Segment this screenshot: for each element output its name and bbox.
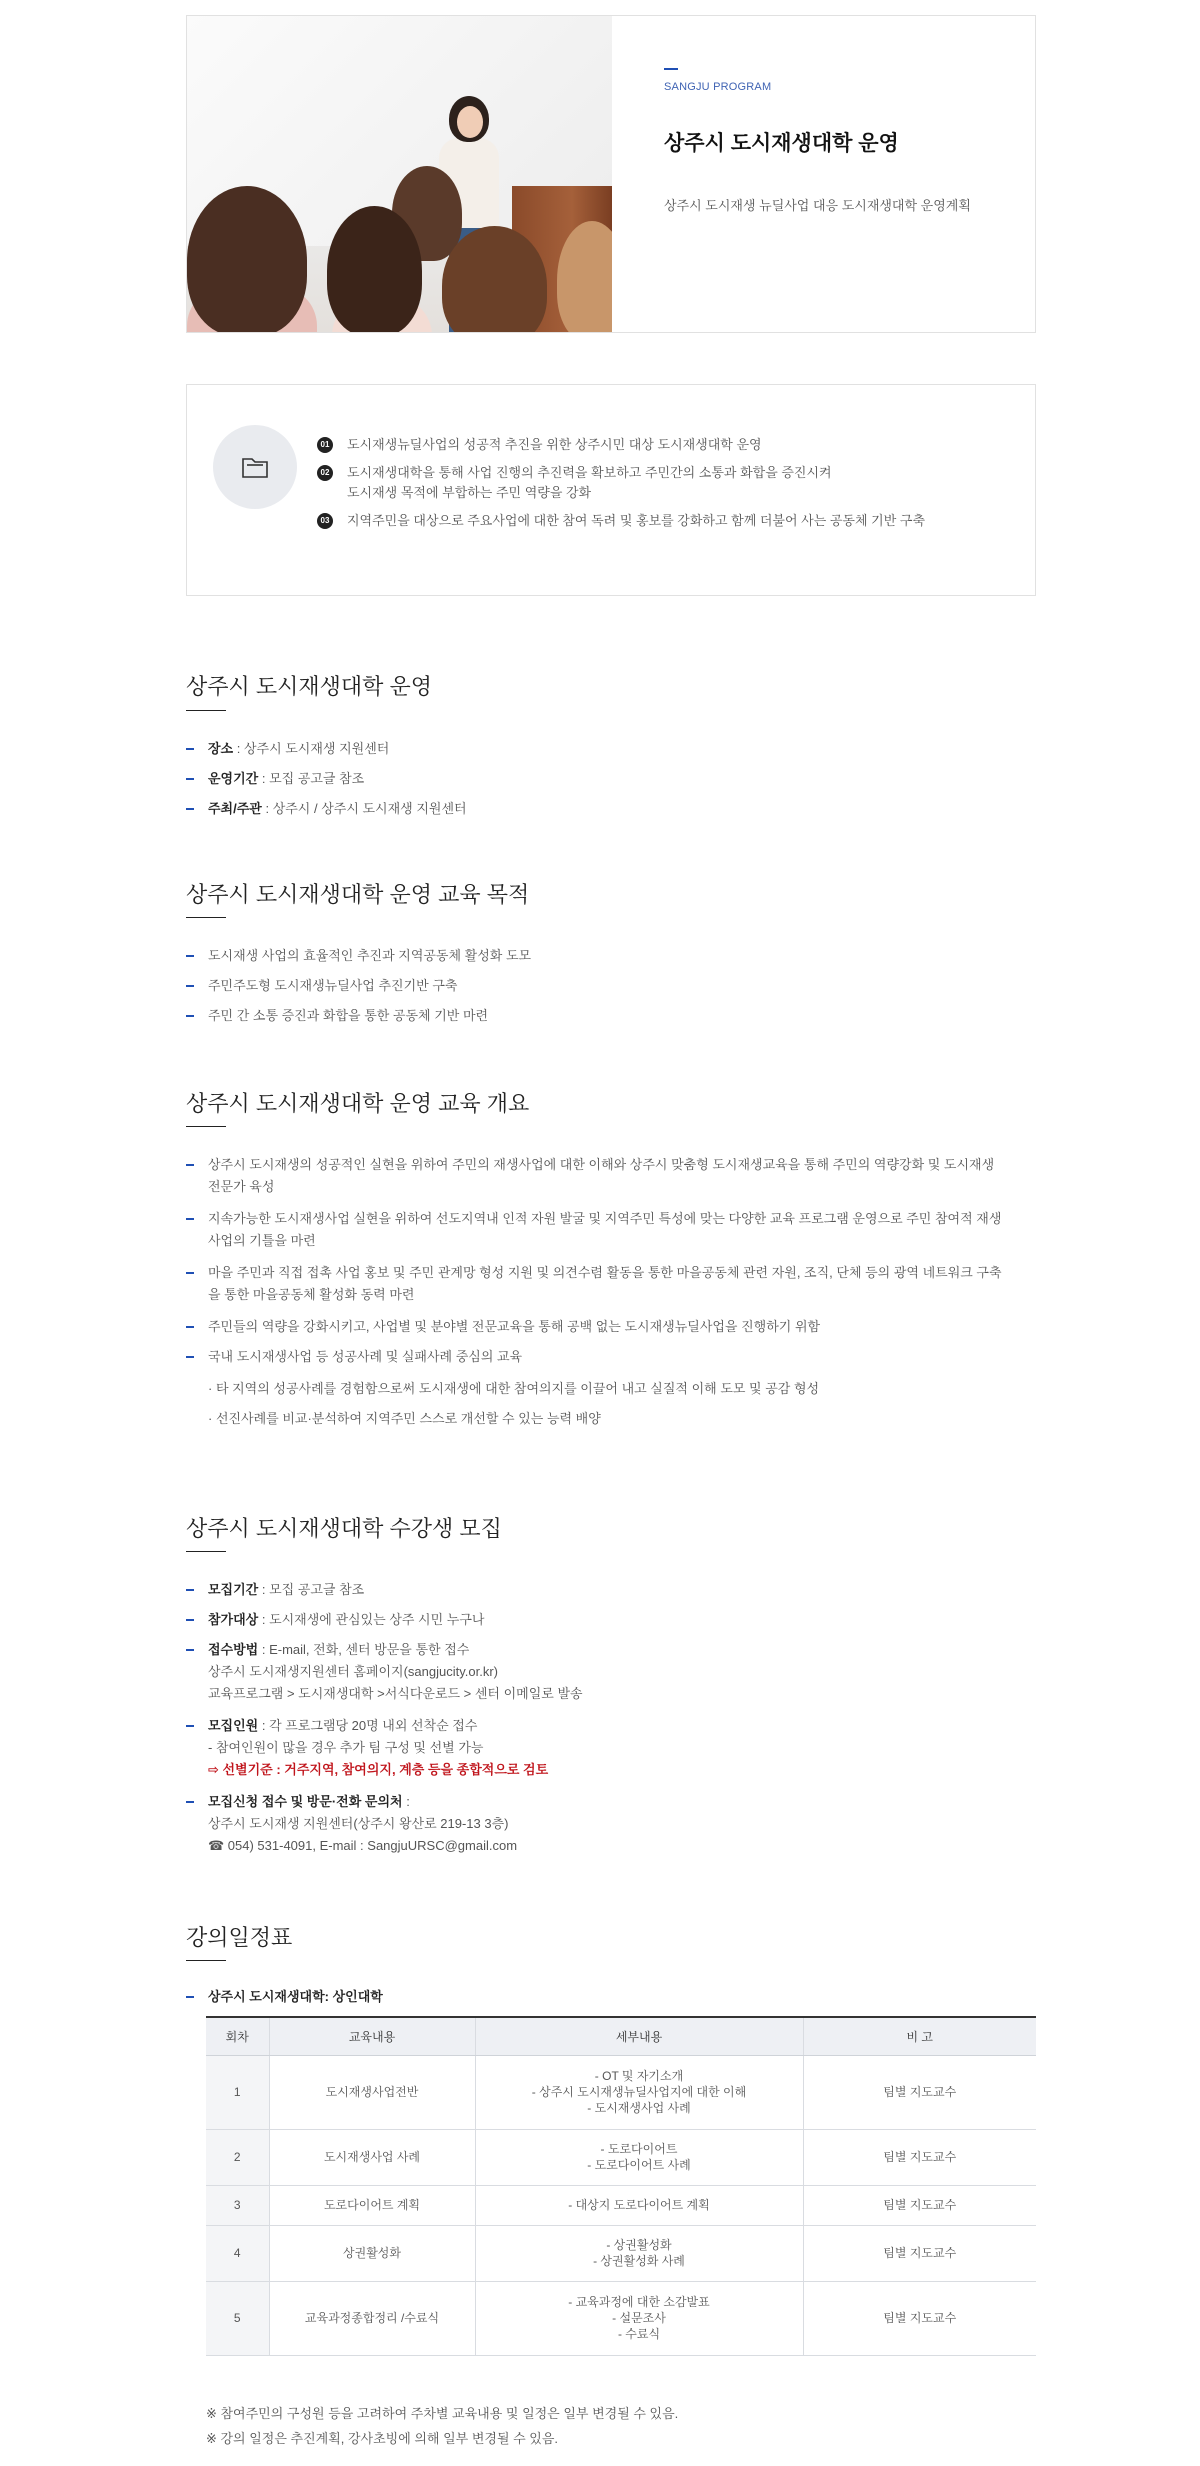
- goal-item: 01 도시재생뉴딜사업의 성공적 추진을 위한 상주시민 대상 도시재생대학 운영: [317, 435, 762, 455]
- title-underline: [186, 710, 226, 711]
- list-item: 운영기간 : 모집 공고글 참조: [186, 768, 1036, 790]
- accent-bar: [664, 68, 678, 70]
- list-item: 참가대상 : 도시재생에 관심있는 상주 시민 누구나: [186, 1609, 1036, 1631]
- sub-list-item: · 타 지역의 성공사례를 경험함으로써 도시재생에 대한 참여의지를 이끌어 내고 실질적 이해 도모 및 공감 형성: [208, 1381, 820, 1396]
- table-header-row: [206, 2017, 1036, 2055]
- table-row: 3 도로다이어트 계획 - 대상지 도로다이어트 계획 팀별 지도교수: [206, 2185, 1036, 2225]
- goal-item: 03 지역주민을 대상으로 주요사업에 대한 참여 독려 및 홍보를 강화하고 함께 더불어 사는 공동체 기반 구축: [317, 511, 925, 531]
- hero-text: [612, 16, 1035, 332]
- hero-banner: [186, 15, 1036, 333]
- hero-eyebrow: SANGJU PROGRAM: [664, 81, 772, 93]
- sub-list-item: · 선진사례를 비교·분석하여 지역주민 스스로 개선할 수 있는 능력 배양: [208, 1411, 601, 1426]
- title-underline: [186, 917, 226, 918]
- hero-title: 상주시 도시재생대학 운영: [664, 132, 899, 155]
- list-item: 주민주도형 도시재생뉴딜사업 추진기반 구축: [186, 975, 1036, 997]
- list-item: 주민 간 소통 증진과 화합을 통한 공동체 기반 마련: [186, 1005, 1036, 1027]
- goals-box: [186, 384, 1036, 596]
- list-item: 마을 주민과 직접 접촉 사업 홍보 및 주민 관계망 형성 지원 및 의견수렴 활동을 통한 마을공동체 관련 자원, 조직, 단체 등의 광역 네트워크 구축 을 통한 마을공동체 활성화 동력 마련: [186, 1262, 1036, 1306]
- list-item: 지속가능한 도시재생사업 실현을 위하여 선도지역내 인적 자원 발굴 및 지역주민 특성에 맞는 다양한 교육 프로그램 운영으로 주민 참여적 재생 사업의 기틀을 마련: [186, 1208, 1036, 1252]
- list-item: 도시재생 사업의 효율적인 추진과 지역공동체 활성화 도모: [186, 945, 1036, 967]
- selection-criteria: ⇨ 선별기준 : 거주지역, 참여의지, 계층 등을 종합적으로 검토: [208, 1762, 549, 1777]
- schedule-note: ※ 참여주민의 구성원 등을 고려하여 주차별 교육내용 및 일정은 일부 변경될 수 있음.: [206, 2406, 679, 2421]
- table-row: 1 도시재생사업전반 - OT 및 자기소개 - 상주시 도시재생뉴딜사업지에 대한 이해 - 도시재생사업 사례 팀별 지도교수: [206, 2055, 1036, 2129]
- list-item: 주민들의 역량을 강화시키고, 사업별 및 분야별 전문교육을 통해 공백 없는 도시재생뉴딜사업을 진행하기 위함: [186, 1316, 1036, 1338]
- list-item: 상주시 도시재생의 성공적인 실현을 위하여 주민의 재생사업에 대한 이해와 상주시 맞춤형 도시재생교육을 통해 주민의 역량강화 및 도시재생 전문가 육성: [186, 1154, 1036, 1198]
- list-item: 장소 : 상주시 도시재생 지원센터: [186, 738, 1036, 760]
- folder-icon: [213, 425, 297, 509]
- section-title: 상주시 도시재생대학 운영 교육 개요: [186, 1091, 530, 1116]
- section-title: 강의일정표: [186, 1925, 293, 1950]
- list-item: 모집인원 : 각 프로그램당 20명 내외 선착순 접수 - 참여인원이 많을 경우 추가 팀 구성 및 선별 가능 ⇨ 선별기준 : 거주지역, 참여의지, 계층 등을 종합적으로 검토: [186, 1715, 1036, 1781]
- title-underline: [186, 1960, 226, 1961]
- section-title: 상주시 도시재생대학 운영: [186, 674, 432, 699]
- goal-item: 02 도시재생대학을 통해 사업 진행의 추진력을 확보하고 주민간의 소통과 화합을 증진시켜 도시재생 목적에 부합하는 주민 역량을 강화: [317, 463, 832, 503]
- schedule-table: [206, 2016, 1036, 2356]
- page-content: [186, 15, 1036, 2466]
- table-row: 5 교육과정종합정리 /수료식 - 교육과정에 대한 소감발표 - 설문조사 - 수료식 팀별 지도교수: [206, 2281, 1036, 2355]
- column-header: 세부내용: [475, 2017, 803, 2055]
- schedule-note: ※ 강의 일정은 추진계획, 강사초빙에 의해 일부 변경될 수 있음.: [206, 2431, 559, 2446]
- list-item: 모집기간 : 모집 공고글 참조: [186, 1579, 1036, 1601]
- schedule-subtitle: 상주시 도시재생대학: 상인대학: [186, 1986, 1036, 2008]
- title-underline: [186, 1551, 226, 1552]
- list-item: 주최/주관 : 상주시 / 상주시 도시재생 지원센터: [186, 798, 1036, 820]
- column-header: 비 고: [803, 2017, 1036, 2055]
- section-title: 상주시 도시재생대학 운영 교육 목적: [186, 882, 530, 907]
- column-header: 교육내용: [269, 2017, 475, 2055]
- list-item: 모집신청 접수 및 방문·전화 문의처 : 상주시 도시재생 지원센터(상주시 왕산로 219-13 3층) ☎ 054) 531-4091, E-mail : SangjuURSC@gmail.com: [186, 1791, 1036, 1857]
- table-row: 2 도시재생사업 사례 - 도로다이어트 - 도로다이어트 사례 팀별 지도교수: [206, 2129, 1036, 2185]
- hero-description: 상주시 도시재생 뉴딜사업 대응 도시재생대학 운영계획: [664, 198, 971, 213]
- section-title: 상주시 도시재생대학 수강생 모집: [186, 1516, 502, 1541]
- list-item: 국내 도시재생사업 등 성공사례 및 실패사례 중심의 교육: [186, 1346, 1036, 1368]
- table-row: 4 상권활성화 - 상권활성화 - 상권활성화 사례 팀별 지도교수: [206, 2225, 1036, 2281]
- column-header: 회차: [206, 2017, 269, 2055]
- title-underline: [186, 1126, 226, 1127]
- list-item: 접수방법 : E-mail, 전화, 센터 방문을 통한 접수 상주시 도시재생지원센터 홈페이지(sangjucity.or.kr) 교육프로그램 > 도시재생대학 >서식다운로드 > 센터 이메일로 발송: [186, 1639, 1036, 1705]
- classroom-photo: [187, 16, 612, 332]
